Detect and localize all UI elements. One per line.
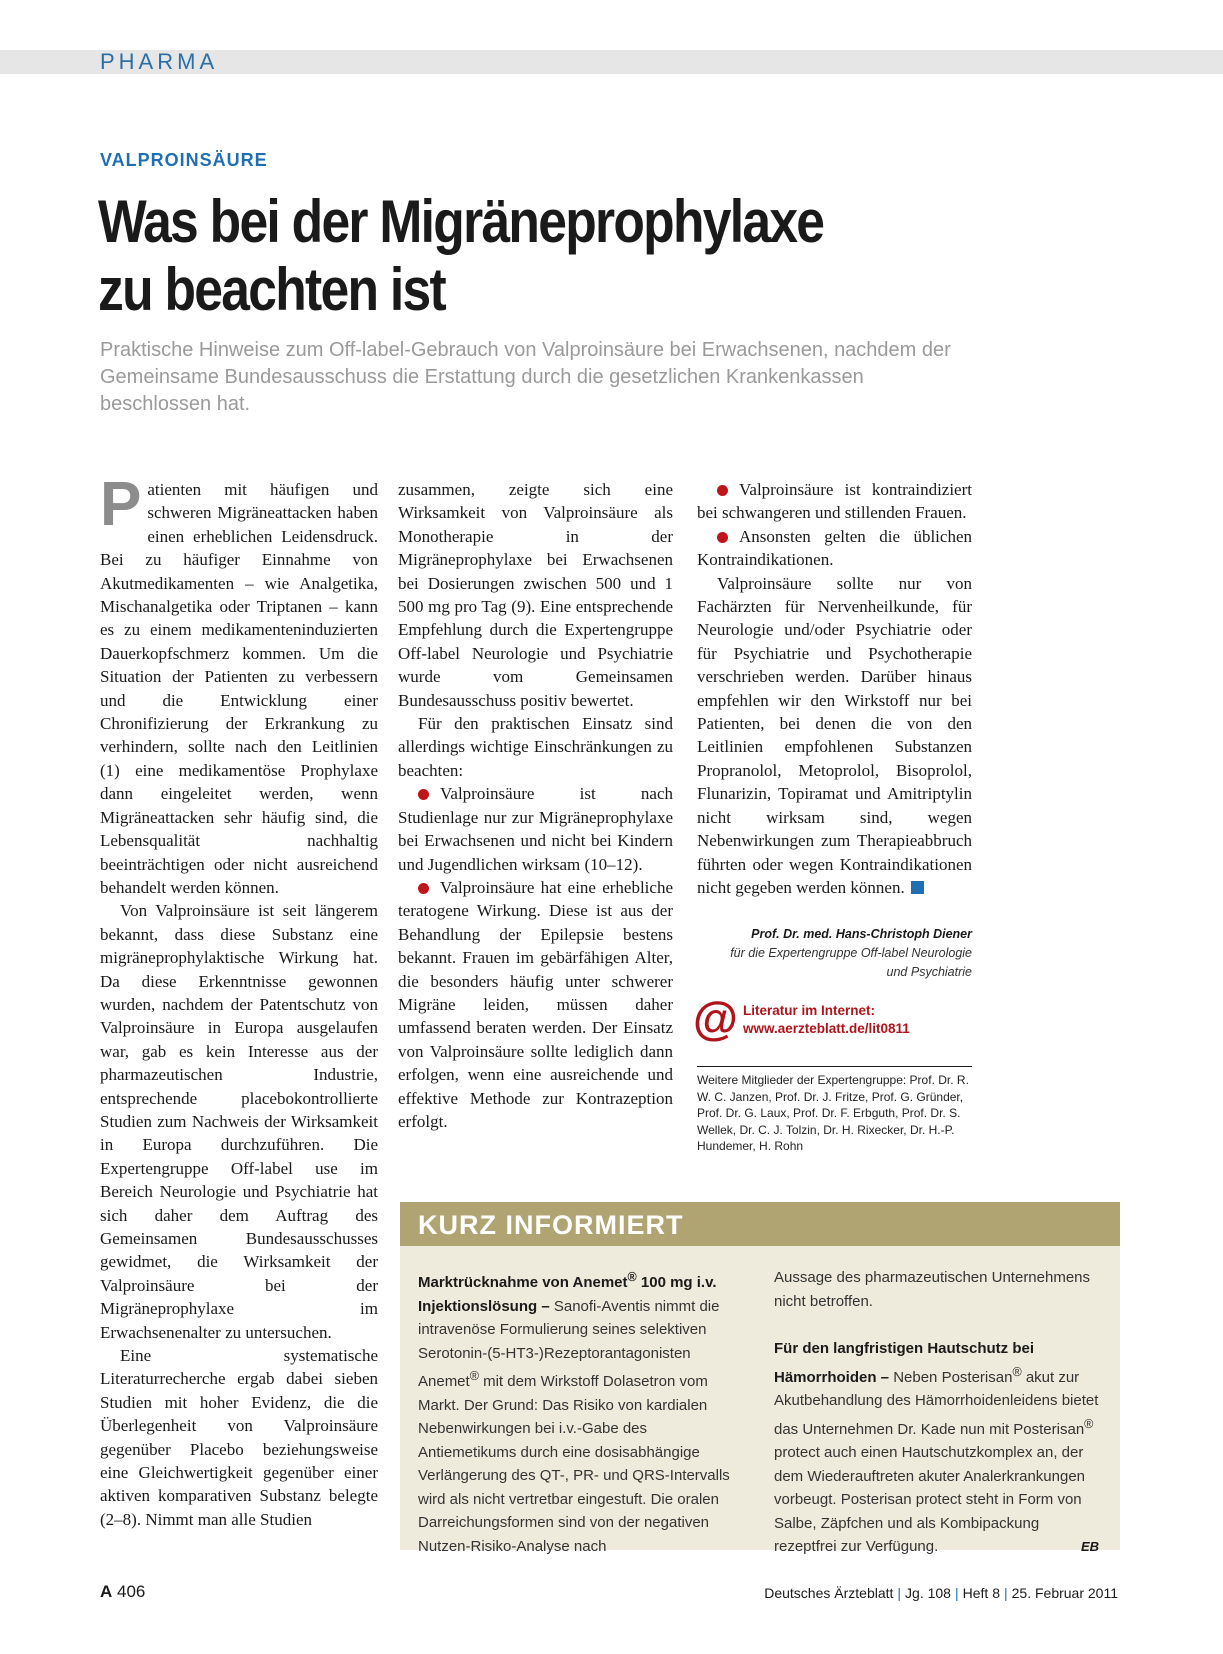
text-column-1	[100, 470, 378, 1531]
journal-date: 25. Februar 2011	[1011, 1585, 1118, 1601]
journal-volume: Jg. 108	[905, 1585, 951, 1601]
news-item-continued: Aussage des pharmazeutischen Unternehmens nicht betroffen.	[774, 1269, 1091, 1310]
news-text: mit dem Wirkstoff Dolasetron vom Markt. Der Grund: Das Risiko von kardialen Nebenwirkungen bei i.v.-Gabe des Antiemetikums durch eine dosisabhängige Verlängerung des QT-, PR- und QRS-Intervalls wird als nicht vertretbar eingestuft. Die oralen Darreichungsformen sind von der negativen Nutzen-Risiko-Analyse nach	[418, 1373, 730, 1555]
headline-line-2: zu beachten ist	[98, 256, 445, 323]
paragraph: Von Valproinsäure ist seit längerem bekannt, dass diese Substanz eine migräneprophylaktische Wirkung hat. Da diese Erkenntnisse gewonnen wurden, nachdem der Patentschutz von Valproinsäure in Europa ausgelaufen war, gab es kein Interesse aus der pharmazeutischen Industrie, entsprechende placebokontrollierte Studien zum Nachweis der Wirksamkeit in Europa durchzuführen. Die Expertengruppe Off-label use im Bereich Neurologie und Psychiatrie hat sich daher dem Auftrag des Gemeinsamen Bundesausschusses gewidmet, die Wirksamkeit der Valproinsäure bei der Migräneprophylaxe im Erwachsenenalter zu untersuchen.	[100, 901, 378, 1342]
author-affiliation-2: und Psychiatrie	[886, 965, 972, 979]
kurz-title: KURZ INFORMIERT	[418, 1210, 684, 1240]
registered-mark: ®	[469, 1369, 479, 1383]
page-number	[100, 1582, 145, 1602]
kurz-informiert-box	[400, 1202, 1120, 1555]
at-sign-icon: @	[693, 992, 738, 1044]
paragraph-text: Valproinsäure sollte nur von Fachärzten für Nervenheilkunde, für Neurologie und/oder Psychiatrie oder für Psychiatrie und Psychotherapie verschrieben werden. Darüber hinaus empfehlen wir den Wirkstoff nur bei Patienten, bei denen die von den Leitlinien empfohlenen Substanzen Propranolol, Metoprolol, Bisoprolol, Flunarizin, Topiramat und Amitriptylin nicht wirksam sind, wegen Nebenwirkungen zum Therapieabbruch führten oder wegen Kontraindikationen nicht gegeben werden können.	[697, 573, 972, 897]
literature-url[interactable]: www.aerzteblatt.de/lit0811	[743, 1021, 910, 1036]
kurz-header	[400, 1202, 1120, 1246]
literature-label: Literatur im Internet:	[743, 1003, 876, 1018]
literature-link-block[interactable]	[693, 992, 983, 1044]
paragraph: Für den praktischen Einsatz sind allerdings wichtige Einschränkungen zu beachten:	[398, 714, 673, 780]
bullet-item	[697, 525, 972, 572]
news-heading-text: 100 mg i.v. Injektionslösung –	[418, 1274, 717, 1315]
bullet-dot-icon	[717, 532, 728, 543]
registered-mark: ®	[627, 1270, 637, 1284]
article-kicker: VALPROINSÄURE	[100, 150, 268, 170]
news-text: Neben Posterisan	[889, 1368, 1013, 1386]
news-heading-text: Marktrücknahme von Anemet	[418, 1274, 628, 1291]
bullet-dot-icon	[418, 883, 429, 894]
bullet-item	[398, 876, 673, 1133]
page-prefix: A	[100, 1582, 113, 1601]
news-text: protect auch einen Hautschutzkomplex an, der dem Wiederauftreten akuter Analerkrankungen vorbeugt. Posterisan protect steht in Form von Salbe, Zäpfchen und als Kombipackung rezeptfrei zur Verfügung.	[774, 1444, 1086, 1555]
author-name: Prof. Dr. med. Hans-Christoph Diener	[751, 927, 972, 941]
separator: |	[954, 1585, 959, 1601]
news-text: Sanofi-Aventis nimmt die intravenöse Formulierung seines selektiven Serotonin-(5-HT3-)Rezeptorantagonisten Anemet	[418, 1297, 720, 1390]
separator: |	[897, 1585, 902, 1601]
journal-issue: Heft 8	[962, 1585, 1000, 1601]
headline-line-1: Was bei der Migräneprophylaxe	[98, 188, 824, 255]
separator: |	[1003, 1585, 1008, 1601]
page-number-value: 406	[117, 1582, 146, 1601]
article-headline	[98, 188, 958, 324]
news-text: akut zur Akutbehandlung des Hämorrhoidenleidens bietet das Unternehmen Dr. Kade nun mit Posterisan	[774, 1368, 1099, 1438]
footer-citation	[764, 1585, 1118, 1601]
news-item	[418, 1266, 743, 1558]
end-mark-icon	[911, 881, 924, 894]
text-column-2	[398, 478, 673, 1133]
kurz-column-2	[774, 1266, 1099, 1559]
section-label: PHARMA	[100, 49, 219, 74]
drop-cap: P	[100, 470, 142, 539]
article-subtitle: Praktische Hinweise zum Off-label-Gebrauch von Valproinsäure bei Erwachsenen, nachdem der Gemeinsame Bundesausschuss die Erstattung durch die gesetzlichen Krankenkassen beschlossen hat.	[100, 339, 951, 415]
paragraph	[100, 470, 378, 899]
news-heading: Für den langfristigen Hautschutz bei Hämorrhoiden –	[774, 1340, 1035, 1386]
paragraph	[697, 572, 972, 900]
bullet-item	[697, 478, 972, 525]
bullet-item	[398, 782, 673, 876]
paragraph: Eine systematische Literaturrecherche ergab dabei sieben Studien mit hoher Evidenz, die die Überlegenheit von Valproinsäure gegenüber Placebo beziehungsweise eine Gleichwertigkeit gegenüber einer aktiven komparativen Substanz belegte (2–8). Nimmt man alle Studien	[100, 1346, 378, 1529]
editor-signature: EB	[1080, 1539, 1099, 1554]
bullet-text: Valproinsäure ist nach Studienlage nur zur Migräneprophylaxe bei Erwachsenen und nicht bei Kindern und Jugendlichen wirksam (10–12).	[398, 784, 673, 874]
bullet-text: Ansonsten gelten die üblichen Kontraindikationen.	[697, 526, 972, 570]
bullet-text: Valproinsäure hat eine erhebliche teratogene Wirkung. Diese ist aus der Behandlung der Epilepsie bestens bekannt. Frauen im gebärfähigen Alter, die besonders häufig unter schwerer Migräne leiden, müssen daher umfassend beraten werden. Der Einsatz von Valproinsäure sollte lediglich dann erfolgen, wenn eine ausreichende und effektive Methode zur Kontrazeption erfolgt.	[398, 877, 673, 1131]
journal-name: Deutsches Ärzteblatt	[764, 1585, 894, 1601]
kurz-column-1	[418, 1266, 743, 1558]
literature-text	[743, 1002, 910, 1038]
bullet-dot-icon	[717, 485, 728, 496]
author-affiliation-1: für die Expertengruppe Off-label Neurologie	[730, 946, 972, 960]
news-item	[774, 1337, 1099, 1559]
registered-mark: ®	[1012, 1364, 1022, 1379]
paragraph: zusammen, zeigte sich eine Wirksamkeit von Valproinsäure als Monotherapie in der Migräneprophylaxe bei Erwachsenen bei Dosierungen zwischen 500 und 1 500 mg pro Tag (9). Eine entsprechende Empfehlung durch die Expertengruppe Off-label Neurologie und Psychiatrie wurde vom Gemeinsamen Bundesausschuss positiv bewertet.	[398, 480, 673, 710]
bullet-text: Valproinsäure ist kontraindiziert bei schwangeren und stillenden Frauen.	[697, 480, 972, 523]
author-block	[697, 925, 972, 982]
expert-group-members: Weitere Mitglieder der Expertengruppe: Prof. Dr. R. W. C. Janzen, Prof. Dr. J. Fritze, Prof. G. Gründer, Prof. Dr. G. Laux, Prof. Dr. F. Erbguth, Prof. Dr. S. Wellek, Dr. C. J. Tolzin, Dr. H. Rixecker, Dr. H.-P. Hundemer, H. Rohn	[697, 1066, 972, 1155]
registered-mark: ®	[1084, 1416, 1094, 1431]
text-column-3	[697, 478, 972, 899]
paragraph-text: atienten mit häufigen und schweren Migräneattacken haben einen erheblichen Leidensdruck. Bei zu häufiger Einnahme von Akutmedikamenten – wie Analgetika, Mischanalgetika oder Triptanen – kann es zu einem medikamenteninduzierten Dauerkopfschmerz kommen. Um die Situation der Patienten zu verbessern und die Entwicklung einer Chronifizierung der Erkrankung zu verhindern, sollte nach den Leitlinien (1) eine medikamentöse Prophylaxe dann eingeleitet werden, wenn Migräneattacken sehr häufig sind, die Lebensqualität nachhaltig beeinträchtigen oder nicht ausreichend behandelt werden können.	[100, 480, 378, 897]
